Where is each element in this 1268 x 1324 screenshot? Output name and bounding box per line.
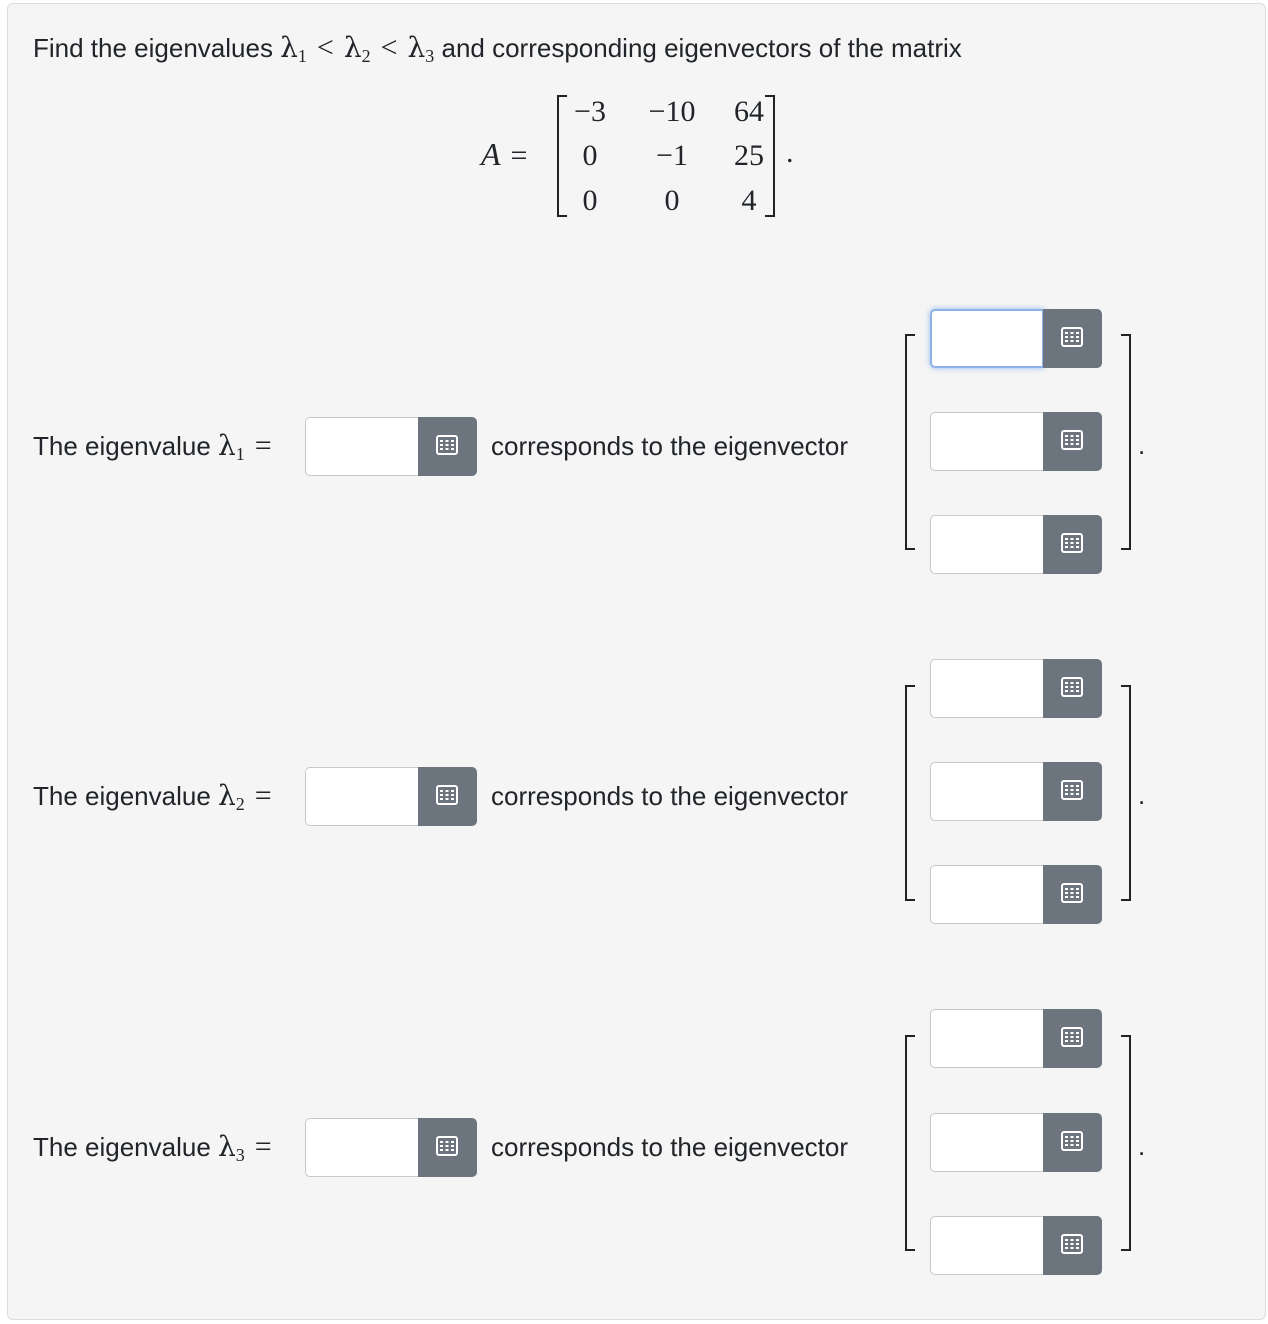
eigenvector-3-entry-1 bbox=[930, 1009, 1102, 1068]
eigenvector-2-keypad-button-3[interactable] bbox=[1043, 865, 1102, 924]
eigenvalue-2-input[interactable] bbox=[305, 767, 419, 826]
matrix-A bbox=[557, 95, 775, 217]
matrix-cell: 0 bbox=[582, 184, 598, 217]
eigenvalue-1-label: The eigenvalue $\lambda_1$ = bbox=[33, 429, 272, 464]
matrix-cell: 0 bbox=[582, 139, 598, 172]
keypad-grid-icon bbox=[1061, 883, 1083, 903]
eigenvector-1-keypad-button-3[interactable] bbox=[1043, 515, 1102, 574]
keypad-grid-icon bbox=[1061, 780, 1083, 800]
eigenvector-1-keypad-button-2[interactable] bbox=[1043, 412, 1102, 471]
eigenvector-2-input-2[interactable] bbox=[930, 762, 1044, 821]
eigenvector-2-entry-2 bbox=[930, 762, 1102, 821]
vector-1-period: . bbox=[1138, 430, 1146, 460]
eigenvector-2-text: corresponds to the eigenvector bbox=[491, 781, 848, 811]
matrix-cell: −3 bbox=[574, 95, 606, 128]
vector-2-left-bracket bbox=[905, 685, 915, 901]
matrix-period: . bbox=[786, 136, 794, 169]
eigenvector-2-entry-3 bbox=[930, 865, 1102, 924]
eigenvalue-2-label: The eigenvalue $\lambda_2$ = bbox=[33, 779, 272, 814]
eigenvector-1-input-2[interactable] bbox=[930, 412, 1044, 471]
eigenvector-1-text: corresponds to the eigenvector bbox=[491, 431, 848, 461]
matrix-label: A = bbox=[481, 136, 528, 172]
eigenvector-3-keypad-button-1[interactable] bbox=[1043, 1009, 1102, 1068]
eigenvector-3-keypad-button-2[interactable] bbox=[1043, 1113, 1102, 1172]
keypad-grid-icon bbox=[1061, 430, 1083, 450]
eigenvector-2-input-3[interactable] bbox=[930, 865, 1044, 924]
eigenvector-1-input-1[interactable] bbox=[930, 309, 1044, 368]
keypad-grid-icon bbox=[1061, 327, 1083, 347]
eigenvector-2-keypad-button-1[interactable] bbox=[1043, 659, 1102, 718]
vector-1-right-bracket bbox=[1121, 334, 1131, 550]
eigenvector-3-input-3[interactable] bbox=[930, 1216, 1044, 1275]
keypad-grid-icon bbox=[1061, 533, 1083, 553]
eigenvector-3-text: corresponds to the eigenvector bbox=[491, 1132, 848, 1162]
vector-1-left-bracket bbox=[905, 334, 915, 550]
eigenvector-1-entry-3 bbox=[930, 515, 1102, 574]
eigenvalue-2-keypad-button[interactable] bbox=[418, 767, 477, 826]
eigenvalue-1-input[interactable] bbox=[305, 417, 419, 476]
keypad-grid-icon bbox=[436, 785, 458, 805]
eigenvector-3-input-1[interactable] bbox=[930, 1009, 1044, 1068]
keypad-grid-icon bbox=[1061, 1131, 1083, 1151]
eigenvector-3-input-2[interactable] bbox=[930, 1113, 1044, 1172]
keypad-grid-icon bbox=[1061, 1234, 1083, 1254]
eigenvector-1-keypad-button-1[interactable] bbox=[1043, 309, 1102, 368]
eigenvalue-1-answer bbox=[305, 417, 477, 476]
eigenvector-2-entry-1 bbox=[930, 659, 1102, 718]
vector-3-left-bracket bbox=[905, 1035, 915, 1251]
eigenvalue-3-answer bbox=[305, 1118, 477, 1177]
eigenvector-1-entry-2 bbox=[930, 412, 1102, 471]
vector-3-right-bracket bbox=[1121, 1035, 1131, 1251]
eigenvector-2-input-1[interactable] bbox=[930, 659, 1044, 718]
keypad-grid-icon bbox=[1061, 677, 1083, 697]
matrix-cell: 64 bbox=[734, 95, 764, 128]
eigenvalue-3-input[interactable] bbox=[305, 1118, 419, 1177]
matrix-cell: 25 bbox=[734, 139, 764, 172]
keypad-grid-icon bbox=[436, 1136, 458, 1156]
keypad-grid-icon bbox=[436, 435, 458, 455]
eigenvector-2-keypad-button-2[interactable] bbox=[1043, 762, 1102, 821]
eigenvalue-3-label: The eigenvalue $\lambda_3$ = bbox=[33, 1130, 272, 1165]
eigenvalue-2-answer bbox=[305, 767, 477, 826]
vector-3-period: . bbox=[1138, 1131, 1146, 1161]
matrix-cell: −1 bbox=[656, 139, 688, 172]
matrix-cell: 0 bbox=[664, 184, 680, 217]
question-prompt: Find the eigenvalues $\lambda_1 < \lambda_2 < \lambda_3$ and corresponding eigenvectors of the matrix bbox=[33, 31, 962, 66]
matrix-cell: −10 bbox=[648, 95, 696, 128]
eigenvector-1-input-3[interactable] bbox=[930, 515, 1044, 574]
eigenvector-3-keypad-button-3[interactable] bbox=[1043, 1216, 1102, 1275]
keypad-grid-icon bbox=[1061, 1027, 1083, 1047]
matrix-cell: 4 bbox=[741, 184, 757, 217]
eigenvector-1-entry-1 bbox=[930, 309, 1102, 368]
eigenvector-3-entry-2 bbox=[930, 1113, 1102, 1172]
eigenvalue-1-keypad-button[interactable] bbox=[418, 417, 477, 476]
vector-2-period: . bbox=[1138, 780, 1146, 810]
eigenvector-3-entry-3 bbox=[930, 1216, 1102, 1275]
eigenvalue-3-keypad-button[interactable] bbox=[418, 1118, 477, 1177]
vector-2-right-bracket bbox=[1121, 685, 1131, 901]
